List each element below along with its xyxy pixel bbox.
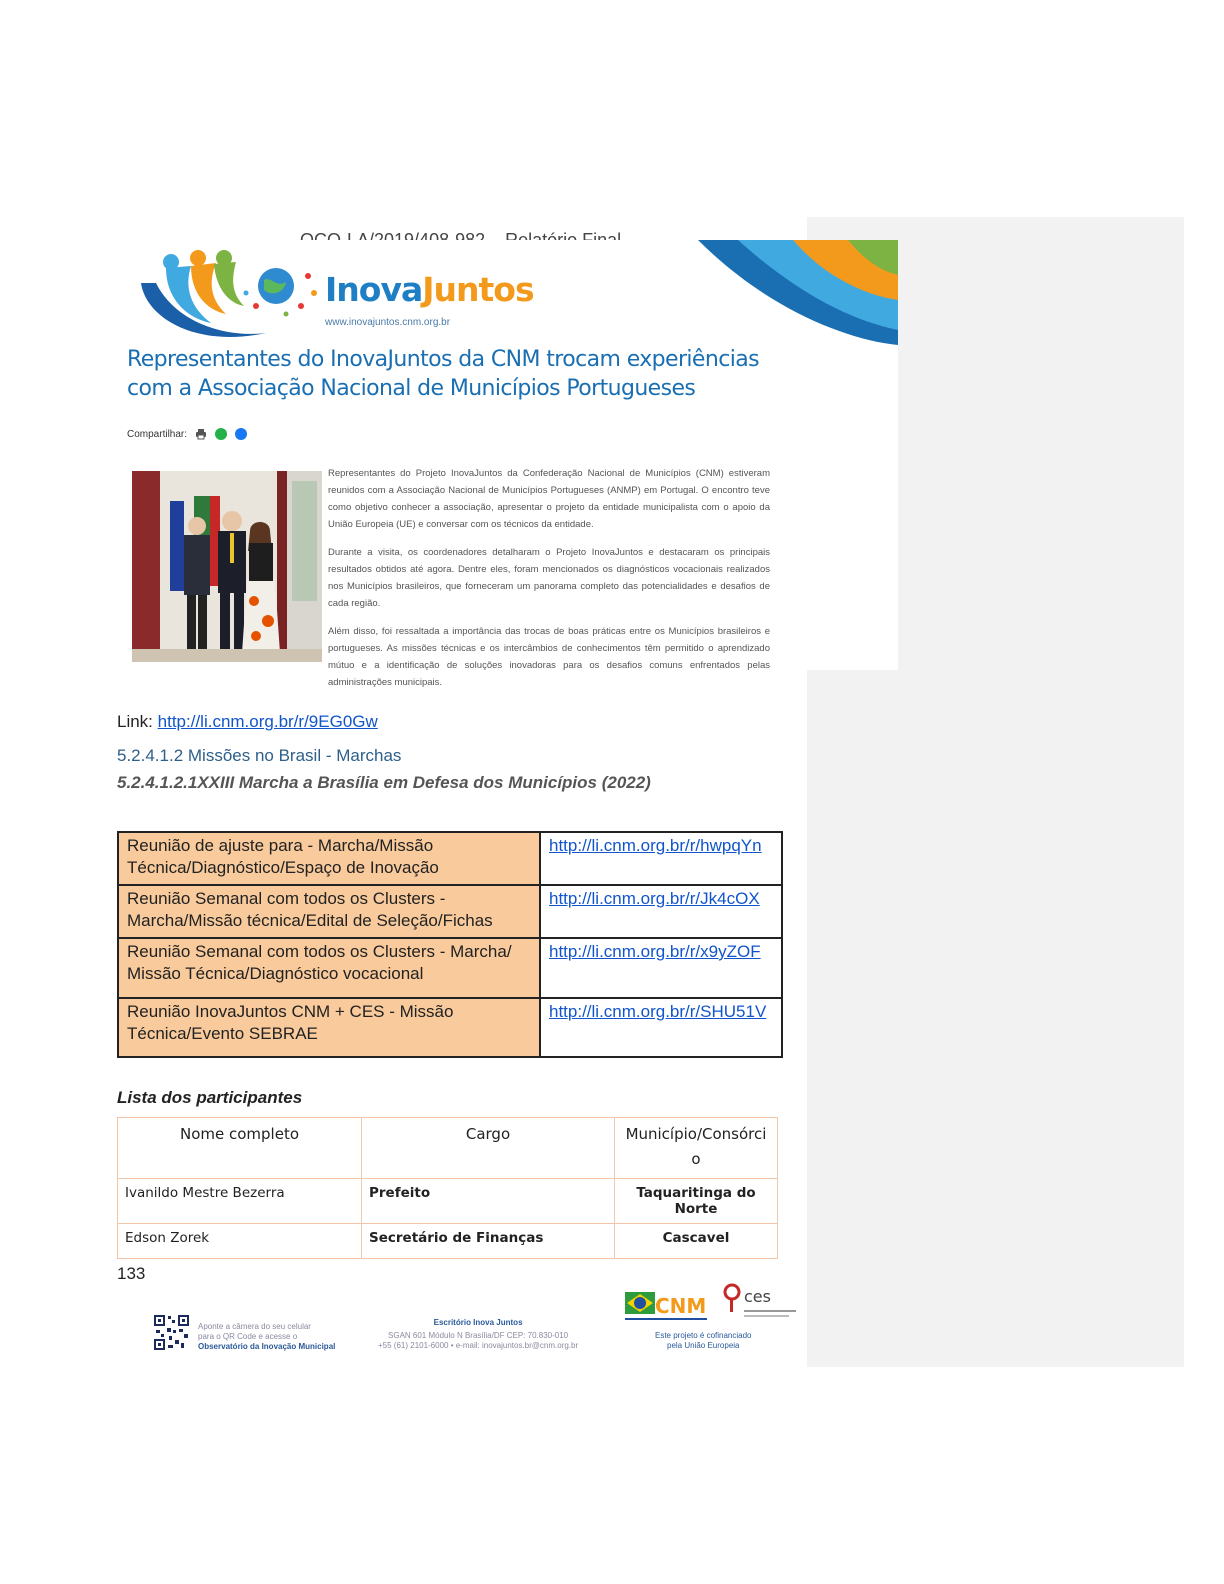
cnm-logo-icon xyxy=(625,1286,707,1324)
source-link[interactable]: http://li.cnm.org.br/r/9EG0Gw xyxy=(157,712,378,731)
participant-name: Ivanildo Mestre Bezerra xyxy=(118,1179,362,1224)
ces-logo-icon xyxy=(722,1280,802,1324)
table-row xyxy=(118,832,782,885)
svg-text:ces: ces xyxy=(744,1287,771,1306)
table-header-row xyxy=(118,1118,778,1179)
link-label: Link: xyxy=(117,712,158,731)
participants-table xyxy=(117,1117,778,1259)
page-header xyxy=(300,222,630,238)
column-header: Cargo xyxy=(362,1118,615,1179)
article-paragraph: Representantes do Projeto InovaJuntos da Confederação Nacional de Municípios (CNM) estiveram reunidos com a Associação Nacional de Municípios Portugueses (ANMP) em Portugal. O encontro teve como objetivo conhecer a associação, apresentar o projeto da entidade municipalista com o apoio da União Europeia (UE) e conversar com os técnicos da entidade. xyxy=(328,468,770,530)
participant-role: Prefeito xyxy=(362,1179,615,1224)
page-number: 133 xyxy=(117,1264,146,1283)
facebook-icon[interactable] xyxy=(235,428,247,440)
meeting-link-cell xyxy=(540,938,782,998)
participant-name: Edson Zorek xyxy=(118,1224,362,1259)
qr-code-icon xyxy=(153,1314,190,1351)
column-header: Município/Consórci o xyxy=(615,1118,778,1179)
subsection-title: 5.2.4.1.2.1XXIII Marcha a Brasília em Defesa dos Municípios (2022) xyxy=(117,773,651,792)
decorative-swoosh xyxy=(698,240,898,345)
qr-caption: Aponte a câmera do seu celular para o QR Code e acesse o Observatório da Inovação Municipal xyxy=(198,1322,336,1351)
meeting-link[interactable]: http://li.cnm.org.br/r/Jk4cOX xyxy=(549,889,760,908)
svg-text:CNM: CNM xyxy=(655,1294,707,1318)
whatsapp-icon[interactable] xyxy=(215,428,227,440)
article-paragraph: Durante a visita, os coordenadores detalharam o Projeto InovaJuntos e destacaram os principais resultados obtidos até agora. Dentre eles, foram mencionados os diagnósticos vocacionais realizados nos Municípios brasileiros, que forneceram um panorama completo das potencialidades e desafios de cada região. xyxy=(328,547,770,609)
table-row xyxy=(118,1179,778,1224)
participant-role: Secretário de Finanças xyxy=(362,1224,615,1259)
brand-name: InovaJuntos xyxy=(325,270,534,309)
meeting-photo xyxy=(132,471,322,662)
share-bar xyxy=(127,428,247,440)
meeting-link-cell xyxy=(540,998,782,1057)
meeting-description: Reunião InovaJuntos CNM + CES - Missão Técnica/Evento SEBRAE xyxy=(118,998,540,1057)
participant-city: Taquaritinga do Norte xyxy=(615,1179,778,1224)
meeting-link[interactable]: http://li.cnm.org.br/r/x9yZOF xyxy=(549,942,761,961)
participants-title: Lista dos participantes xyxy=(117,1088,303,1107)
page-footer xyxy=(150,1278,810,1363)
meeting-description: Reunião Semanal com todos os Clusters - Marcha/Missão técnica/Edital de Seleção/Fichas xyxy=(118,885,540,938)
meeting-description: Reunião Semanal com todos os Clusters - Marcha/ Missão Técnica/Diagnóstico vocacional xyxy=(118,938,540,998)
share-label: Compartilhar: xyxy=(127,428,188,440)
table-row xyxy=(118,885,782,938)
eu-cofunding-note: Este projeto é cofinanciado pela União Europeia xyxy=(655,1331,752,1350)
article-headline: Representantes do InovaJuntos da CNM trocam experiências com a Associação Nacional de Municípios Portugueses xyxy=(127,347,759,401)
meetings-table xyxy=(117,831,783,1058)
table-row xyxy=(118,938,782,998)
article-body xyxy=(328,465,770,702)
section-title: 5.2.4.1.2 Missões no Brasil - Marchas xyxy=(117,746,402,765)
meeting-link[interactable]: http://li.cnm.org.br/r/SHU51V xyxy=(549,1002,767,1021)
news-screenshot xyxy=(118,240,898,688)
meeting-description: Reunião de ajuste para - Marcha/Missão Técnica/Diagnóstico/Espaço de Inovação xyxy=(118,832,540,885)
inovajuntos-logo-icon xyxy=(136,248,326,346)
source-link-line xyxy=(117,712,378,732)
article-paragraph: Além disso, foi ressaltada a importância das trocas de boas práticas entre os Municípios brasileiros e portugueses. As missões técnicas e os intercâmbios de conhecimentos têm permitido o aprendizado mútuo e a identificação de soluções inovadoras para os desafios comuns enfrentados pelas administrações municipais. xyxy=(328,626,770,688)
participant-city: Cascavel xyxy=(615,1224,778,1259)
meeting-link[interactable]: http://li.cnm.org.br/r/hwpqYn xyxy=(549,836,762,855)
meeting-link-cell xyxy=(540,832,782,885)
office-address: Escritório Inova Juntos SGAN 601 Módulo N Brasília/DF CEP: 70.830-010 +55 (61) 2101-6000 • e-mail: inovajuntos.br@cnm.org.br xyxy=(378,1318,579,1350)
table-row xyxy=(118,998,782,1057)
column-header: Nome completo xyxy=(118,1118,362,1179)
brand-url: www.inovajuntos.cnm.org.br xyxy=(325,317,451,328)
table-row xyxy=(118,1224,778,1259)
meeting-link-cell xyxy=(540,885,782,938)
print-icon[interactable] xyxy=(195,428,207,440)
